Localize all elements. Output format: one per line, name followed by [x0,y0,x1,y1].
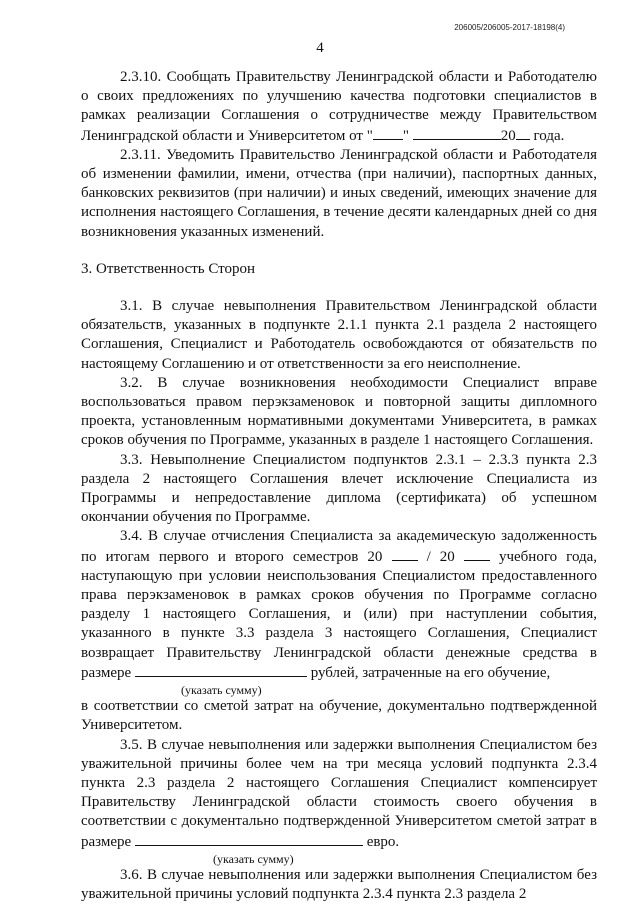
clause-2-3-10 [81,68,597,146]
year-prefix: 20 [500,127,516,144]
clause-3-1: 3.1. В случае невыполнения Правительством Ленинградской области обязательств, указанных в подпункте 2.1.1 пункта 2.1 раздела 2 настоящего Соглашения, Специалист и Работодатель освобождаются от обязательств по настоящему Соглашению и от ответственности за его неисполнение. [81,298,597,372]
document-body [81,68,597,904]
clause-3-3: 3.3. Невыполнение Специалистом подпунктов 2.3.1 – 2.3.3 пункта 2.3 раздела 2 настоящего Соглашения влечет исключение Специалиста из Программы и непредоставление диплома (сертификата) об успешном окончании обучения по Программе. [81,451,597,526]
clause-2-3-10-text: 2.3.10. Сообщать Правительству Ленинградской области и Работодателю о своих предложениях по улучшению качества подготовки специалистов в рамках реализации Соглашения о сотрудничестве между Правительством Ленинградской области и Университетом от " [81,69,597,144]
compensation-amount-hint: (указать сумму) [213,851,294,866]
clause-3-4 [81,527,597,683]
clause-3-5 [81,736,597,852]
clause-3-4-part-a: 3.4. В случае отчисления Специалиста за академическую задолженность по итогам первого и второго семестров 20 [81,528,597,565]
section-3-title: 3. Ответственность Сторон [81,260,256,277]
clause-3-4-continuation: в соответствии со сметой затрат на обучение, документально подтвержденной Университетом. [81,698,597,734]
refund-amount-hint: (указать сумму) [181,683,262,698]
clause-3-2: 3.2. В случае возникновения необходимости Специалист вправе воспользоваться правом перэкзаменовок и повторной защиты дипломного проекта, установленным нормативными документами Университета, в рамках сроков обучения по Программе, указанных в разделе 1 настоящего Соглашения. [81,374,597,449]
date-day-blank [373,126,403,140]
clause-3-5-part-b: евро. [366,833,400,850]
clause-3-5-part-a: 3.5. В случае невыполнения или задержки выполнения Специалистом без уважительной причины более чем на три месяца условий подпункта 2.3.4 пункта 2.3 раздела 2 настоящего Соглашения Специалист компенсирует Правительству Ленинградской области стоимость своего обучения в соответствии с документально подтвержденной Университетом сметой затрат в размере [81,736,597,850]
compensation-amount-blank [135,832,363,846]
clause-3-4-part-c: учебного года, наступающую при условии неиспользования Специалистом предоставленного права перэкзаменовок в рамках сроков обучения по Программе согласно разделу 1 настоящего Соглашения, и (или) при наступлении события, указанного в пункте 3.3 раздела 3 настоящего Соглашения, Специалист возвращает Правительству Ленинградской области денежные средства в размере [81,548,598,681]
clause-3-4-part-b: / 20 [426,548,455,565]
clause-3-6: 3.6. В случае невыполнения или задержки выполнения Специалистом без уважительной причины условий подпункта 2.3.4 пункта 2.3 раздела 2 [81,866,597,902]
clause-3-4-part-d: рублей, затраченные на его обучение, [310,664,551,681]
semester-year-blank-1 [392,547,418,561]
year-suffix: года. [533,127,565,144]
date-year-blank [516,126,530,140]
document-id: 206005/206005-2017-18198(4) [454,23,565,32]
semester-year-blank-2 [464,547,490,561]
refund-amount-blank [135,663,307,677]
page-number: 4 [316,40,324,56]
clause-2-3-11: 2.3.11. Уведомить Правительство Ленинградской области и Работодателя об изменении фамилии, имени, отчества (при наличии), паспортных данных, банковских реквизитов (при наличии) и иных сведений, имеющих значение для исполнения настоящего Соглашения, в течение десяти календарных дней со дня возникновения указанных изменений. [81,146,597,240]
quote-close: " [402,127,409,144]
date-month-blank [413,126,501,140]
